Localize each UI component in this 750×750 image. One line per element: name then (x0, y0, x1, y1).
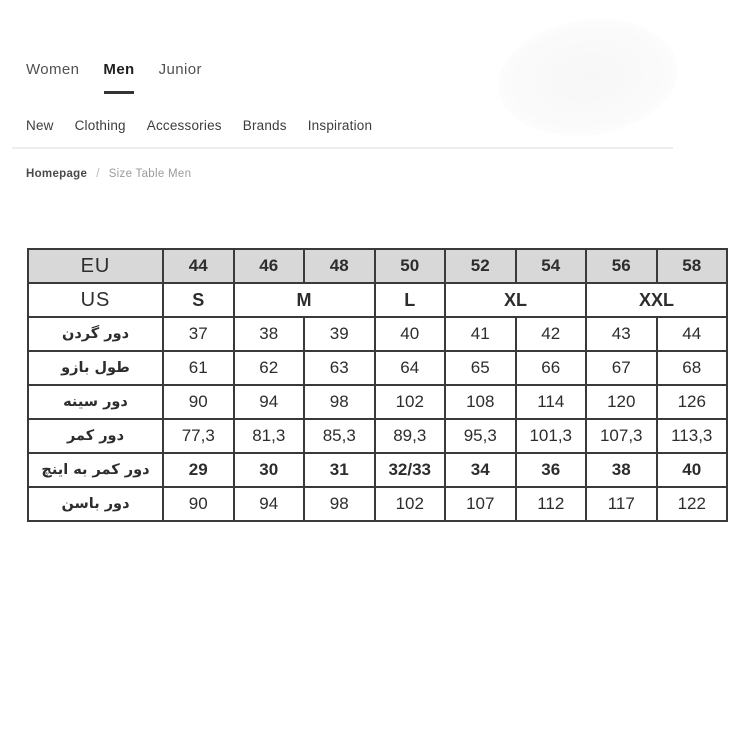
secondary-nav (26, 118, 372, 133)
measure-value: 40 (375, 317, 446, 351)
measure-value: 31 (304, 453, 375, 487)
table-row-measure (28, 419, 727, 453)
nav-accessories[interactable]: Accessories (146, 118, 222, 133)
measure-value: 38 (234, 317, 305, 351)
measure-value: 66 (516, 351, 587, 385)
eu-size-cell: 52 (445, 249, 516, 283)
measure-value: 41 (445, 317, 516, 351)
table-row-measure (28, 487, 727, 521)
nav-divider (12, 147, 673, 149)
nav-brands[interactable]: Brands (242, 118, 287, 133)
measure-value: 30 (234, 453, 305, 487)
measure-value: 63 (304, 351, 375, 385)
us-size-cell: M (234, 283, 375, 317)
measure-value: 42 (516, 317, 587, 351)
measure-value: 39 (304, 317, 375, 351)
measure-value: 94 (234, 487, 305, 521)
nav-junior[interactable]: Junior (158, 61, 202, 78)
measure-value: 29 (163, 453, 234, 487)
nav-inspiration[interactable]: Inspiration (307, 118, 373, 133)
measure-value: 120 (586, 385, 657, 419)
measure-value: 32/33 (375, 453, 446, 487)
us-size-cell: XL (445, 283, 586, 317)
measure-value: 64 (375, 351, 446, 385)
measure-value: 37 (163, 317, 234, 351)
measure-value: 95,3 (445, 419, 516, 453)
measure-label: طول بازو (28, 351, 163, 385)
measure-value: 101,3 (516, 419, 587, 453)
table-row-us (28, 283, 727, 317)
measure-value: 98 (304, 487, 375, 521)
breadcrumb (26, 168, 191, 180)
measure-value: 102 (375, 385, 446, 419)
us-size-cell: XXL (586, 283, 727, 317)
measure-value: 62 (234, 351, 305, 385)
measure-value: 114 (516, 385, 587, 419)
measure-value: 36 (516, 453, 587, 487)
breadcrumb-homepage-link[interactable]: Homepage (26, 168, 88, 180)
measure-value: 107,3 (586, 419, 657, 453)
measure-label: دور کمر (28, 419, 163, 453)
nav-new[interactable]: New (26, 118, 54, 133)
measure-value: 113,3 (657, 419, 728, 453)
measure-value: 126 (657, 385, 728, 419)
eu-size-cell: 50 (375, 249, 446, 283)
measure-value: 90 (163, 385, 234, 419)
measure-value: 43 (586, 317, 657, 351)
eu-size-cell: 56 (586, 249, 657, 283)
measure-value: 90 (163, 487, 234, 521)
measure-value: 94 (234, 385, 305, 419)
measure-value: 61 (163, 351, 234, 385)
measure-value: 34 (445, 453, 516, 487)
table-row-measure (28, 317, 727, 351)
measure-value: 40 (657, 453, 728, 487)
table-row-measure (28, 385, 727, 419)
measure-value: 122 (657, 487, 728, 521)
us-size-cell: S (163, 283, 234, 317)
breadcrumb-separator: / (96, 168, 100, 180)
size-table (27, 248, 728, 522)
nav-men[interactable]: Men (103, 61, 135, 78)
measure-value: 117 (586, 487, 657, 521)
us-size-cell: L (375, 283, 446, 317)
measure-value: 98 (304, 385, 375, 419)
measure-value: 77,3 (163, 419, 234, 453)
nav-women[interactable]: Women (26, 61, 80, 78)
measure-value: 38 (586, 453, 657, 487)
measure-label: دور گردن (28, 317, 163, 351)
nav-clothing[interactable]: Clothing (74, 118, 126, 133)
eu-size-cell: 58 (657, 249, 728, 283)
measure-value: 89,3 (375, 419, 446, 453)
table-row-eu (28, 249, 727, 283)
measure-value: 107 (445, 487, 516, 521)
measure-label: دور باسن (28, 487, 163, 521)
eu-region-label: EU (28, 249, 163, 283)
measure-value: 102 (375, 487, 446, 521)
eu-size-cell: 44 (163, 249, 234, 283)
measure-value: 65 (445, 351, 516, 385)
decorative-blob (491, 8, 685, 147)
measure-label: دور کمر به اینچ (28, 453, 163, 487)
measure-value: 81,3 (234, 419, 305, 453)
primary-nav (26, 61, 202, 78)
table-row-measure (28, 351, 727, 385)
measure-label: دور سینه (28, 385, 163, 419)
measure-value: 112 (516, 487, 587, 521)
table-row-measure (28, 453, 727, 487)
eu-size-cell: 46 (234, 249, 305, 283)
measure-value: 85,3 (304, 419, 375, 453)
measure-value: 67 (586, 351, 657, 385)
breadcrumb-current: Size Table Men (108, 168, 192, 180)
eu-size-cell: 54 (516, 249, 587, 283)
measure-value: 68 (657, 351, 728, 385)
measure-value: 44 (657, 317, 728, 351)
measure-value: 108 (445, 385, 516, 419)
eu-size-cell: 48 (304, 249, 375, 283)
us-region-label: US (28, 283, 163, 317)
